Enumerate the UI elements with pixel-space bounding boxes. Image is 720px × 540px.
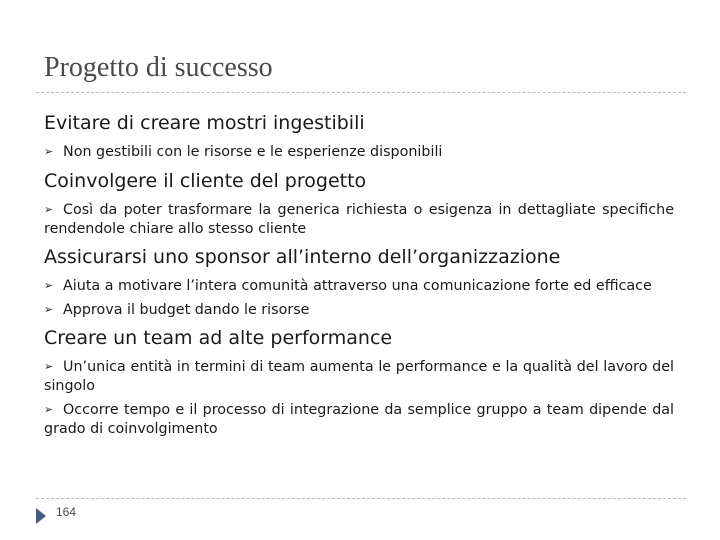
- bullet-text: Un’unica entità in termini di team aumenta le performance e la qualità del lavoro del singolo: [44, 359, 674, 394]
- section-heading: Coinvolgere il cliente del progetto: [44, 170, 367, 192]
- section-sponsor: [44, 244, 674, 320]
- arrowhead-bullet-icon: ➢: [44, 279, 54, 292]
- section-heading: Creare un team ad alte performance: [44, 327, 393, 349]
- footer-divider: [36, 498, 686, 499]
- slide-content: [44, 110, 674, 443]
- section-evitare-mostri: [44, 110, 674, 162]
- bullet-item: [44, 200, 674, 239]
- arrowhead-bullet-icon: ➢: [44, 403, 54, 416]
- section-team-performance: [44, 325, 674, 439]
- bullet-item: [44, 276, 674, 296]
- arrowhead-bullet-icon: ➢: [44, 303, 54, 316]
- section-coinvolgere-cliente: [44, 168, 674, 239]
- bullet-item: [44, 300, 674, 320]
- bullet-item: [44, 142, 674, 162]
- section-heading: Assicurarsi uno sponsor all’interno dell’organizzazione: [44, 246, 561, 268]
- arrowhead-bullet-icon: ➢: [44, 203, 54, 216]
- bullet-item: [44, 400, 674, 439]
- bullet-text: Non gestibili con le risorse e le esperienze disponibili: [63, 144, 443, 160]
- bullet-text: Aiuta a motivare l’intera comunità attraverso una comunicazione forte ed efficace: [63, 278, 652, 294]
- title-divider: [36, 92, 686, 93]
- bullet-text: Occorre tempo e il processo di integrazione da semplice gruppo a team dipende dal grado di coinvolgimento: [44, 402, 674, 437]
- slide-title: Progetto di successo: [44, 52, 273, 83]
- bullet-text: Così da poter trasformare la generica richiesta o esigenza in dettagliate specifiche rendendole chiare allo stesso cliente: [44, 202, 674, 237]
- page-number: 164: [56, 505, 77, 519]
- triangle-marker-icon: [36, 508, 46, 524]
- arrowhead-bullet-icon: ➢: [44, 360, 54, 373]
- section-heading: Evitare di creare mostri ingestibili: [44, 112, 365, 134]
- bullet-item: [44, 357, 674, 396]
- bullet-text: Approva il budget dando le risorse: [63, 302, 310, 318]
- arrowhead-bullet-icon: ➢: [44, 145, 54, 158]
